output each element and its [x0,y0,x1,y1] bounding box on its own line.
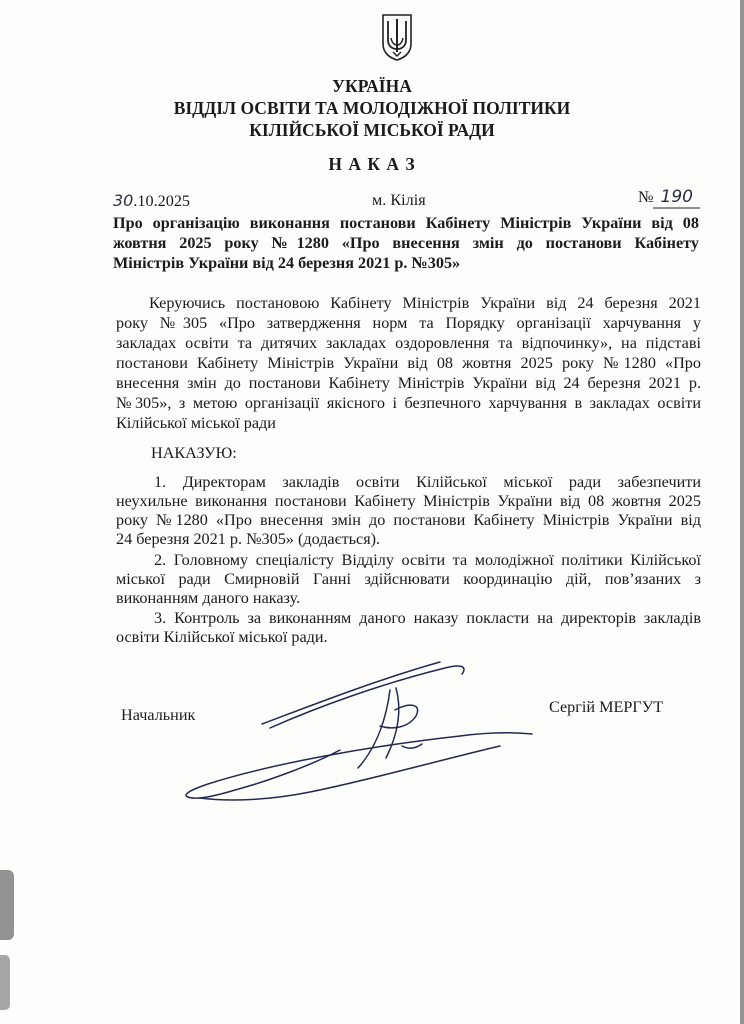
number-handwritten: 190 [660,187,693,207]
signature-name: Сергій МЕРГУТ [549,698,664,716]
subject-line2: жовтня 2025 року №1280 «Про внесення змін до постанови Кабінету [113,234,699,252]
org-title-line2: КІЛІЙСЬКОЇ МІСЬКОЇ РАДИ [249,120,495,140]
number-label: № [638,188,654,206]
preamble-line1: Керуючись постановою Кабінету Міністрів України від 24 березня 2021 [149,294,701,312]
date-rest: .10.2025 [133,192,191,210]
handwritten-signature [140,650,580,840]
item1-line4: 24 березня 2021 р. №305» (додається). [116,530,381,548]
order-word: НАКАЗУЮ: [151,444,237,462]
doc-type-title: Н А К А З [328,154,416,174]
org-title-line1: ВІДДІЛ ОСВІТИ ТА МОЛОДІЖНОЇ ПОЛІТИКИ [173,98,571,118]
preamble-line6: №305», з метою організації якісного і безпечного харчування в закладах освіти [116,394,701,412]
item3-line1: 3. Контроль за виконанням даного наказу покласти на директорів закладів [154,609,701,627]
preamble-line5: внесення змін до постанови Кабінету Міністрів України від 24 березня 2021 р. [116,374,701,392]
date-handwritten-day: 30 [113,191,134,210]
signature-position: Начальник [121,706,196,724]
preamble-line4: постанови Кабінету Міністрів України від 08 жовтня 2025 року №1280 «Про [116,354,701,372]
item3-line2: освіти Кілійської міської ради. [116,628,328,646]
item1-line1: 1. Директорам закладів освіти Кілійської міської ради забезпечити [154,473,701,491]
subject-line1: Про організацію виконання постанови Кабінету Міністрів України від 08 [113,214,699,232]
item2-line3: виконанням даного наказу. [116,589,301,607]
item1-line3: року №1280 «Про внесення змін до постанови Кабінету Міністрів України від [116,511,701,529]
preamble-line7: Кілійської міської ради [116,414,276,432]
subject-line3: Міністрів України від 24 березня 2021 р. №305» [113,254,461,272]
preamble-line2: року №305 «Про затвердження норм та Порядку організації харчування у [116,314,701,332]
scan-smudge-left-2 [0,955,10,1010]
preamble-line3: закладах освіти та дитячих закладах оздоровлення та відпочинку», на підставі [116,334,701,352]
item2-line1: 2. Головному спеціалісту Відділу освіти та молодіжної політики Кілійської [154,551,701,569]
order-date [113,191,190,212]
item1-line2: неухильне виконання постанови Кабінету Міністрів України від 08 жовтня 2025 [116,492,701,510]
number-underline [652,205,702,211]
scan-smudge-left-1 [0,870,14,940]
trident-emblem-icon [380,12,414,62]
item2-line2: міської ради Смирновій Ганні здійснювати координацію дій, пов’язаних з [116,570,701,588]
country-title: УКРАЇНА [332,76,412,96]
order-city: м. Кілія [372,191,426,209]
